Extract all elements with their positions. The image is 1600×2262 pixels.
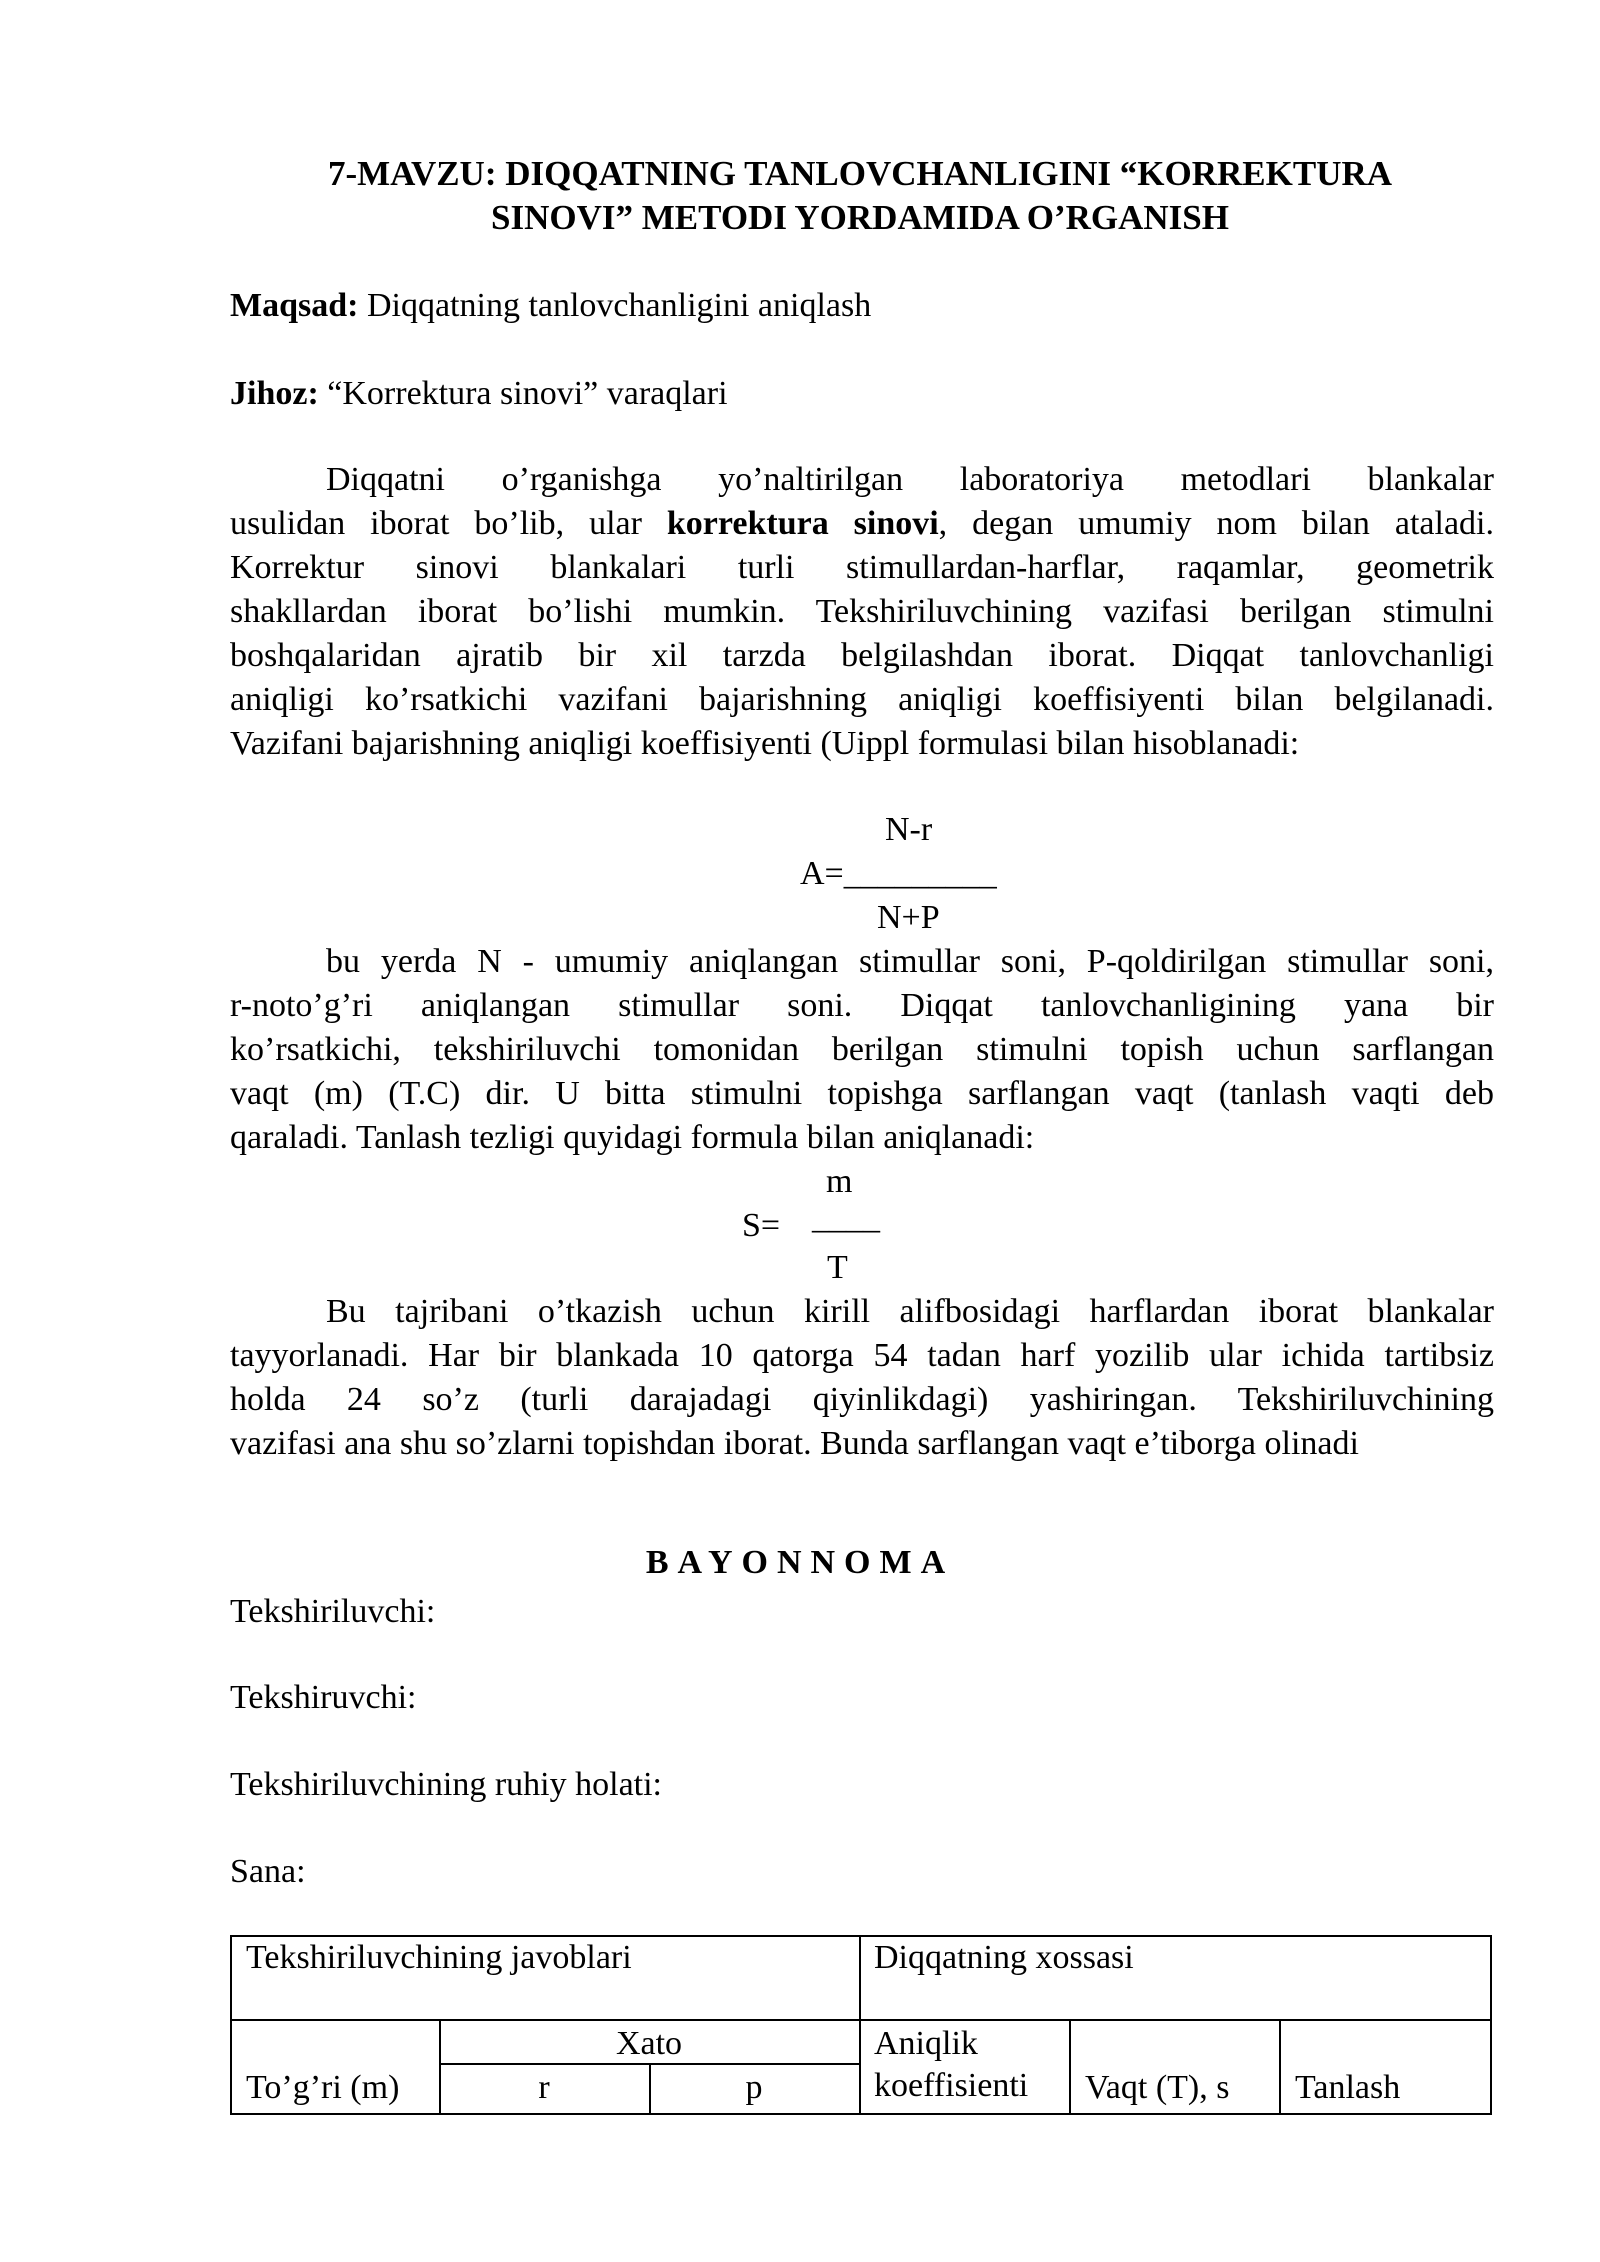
table-header-r: r bbox=[538, 2069, 550, 2106]
para1-line-2 bbox=[230, 502, 1494, 546]
para1-line-7: Vazifani bajarishning aniqligi koeffisiyenti (Uippl formulasi bilan hisoblanadi: bbox=[230, 725, 1300, 762]
table-header-xato: Xato bbox=[615, 2025, 683, 2062]
bayonnoma-heading: BAYONNOMA bbox=[645, 1544, 955, 1581]
para2-line-5: qaraladi. Tanlash tezligi quyidagi formula bilan aniqlanadi: bbox=[230, 1119, 1035, 1156]
table-aniqlik-divider bbox=[1069, 2019, 1071, 2115]
para1-line-2-a: usulidan iborat bo’lib, ular bbox=[230, 505, 667, 542]
formula-a-lhs: A=_________ bbox=[800, 855, 997, 892]
formula-s-lhs: S= bbox=[742, 1207, 781, 1244]
para3-line-3: holda 24 so’z (turli darajadagi qiyinlikdagi) yashiringan. Tekshiriluvchining bbox=[230, 1381, 1494, 1418]
formula-s-numerator: m bbox=[826, 1163, 853, 1200]
maqsad-text: Diqqatning tanlovchanligini aniqlash bbox=[358, 287, 872, 324]
formula-a-numerator: N-r bbox=[885, 811, 933, 848]
maqsad-line bbox=[230, 284, 1494, 328]
para2-line-2: r-noto’g’ri aniqlangan stimullar soni. Diqqat tanlovchanligining yana bir bbox=[230, 987, 1494, 1024]
field-ruhiy-holati: Tekshiriluvchining ruhiy holati: bbox=[230, 1766, 663, 1803]
para1-line-2-c: , degan umumiy nom bilan ataladi. bbox=[938, 505, 1494, 542]
para1-line-3: Korrektur sinovi blankalari turli stimullardan-harflar, raqamlar, geometrik bbox=[230, 549, 1494, 586]
para2-line-1: bu yerda N - umumiy aniqlangan stimullar soni, P-qoldirilgan stimullar soni, bbox=[326, 943, 1494, 980]
para3-line-2: tayyorlanadi. Har bir blankada 10 qatorga 54 tadan harf yozilib ular ichida tartibsiz bbox=[230, 1337, 1494, 1374]
formula-a-denominator: N+P bbox=[877, 899, 940, 936]
formula-s-denominator: T bbox=[827, 1249, 848, 1286]
document-title-line-1: 7-MAVZU: DIQQATNING TANLOVCHANLIGINI “KORREKTURA bbox=[327, 154, 1393, 193]
table-header-togri: To’g’ri (m) bbox=[246, 2069, 400, 2106]
table-header-javoblar: Tekshiriluvchining javoblari bbox=[246, 1939, 632, 1976]
para1-line-6: aniqligi ko’rsatkichi vazifani bajarishning aniqligi koeffisiyenti bilan belgilanadi. bbox=[230, 681, 1494, 718]
document-title-line-2: SINOVI” METODI YORDAMIDA O’RGANISH bbox=[491, 198, 1229, 237]
jihoz-text: “Korrektura sinovi” varaqlari bbox=[318, 375, 728, 412]
para2-line-3: ko’rsatkichi, tekshiriluvchi tomonidan berilgan stimulni topish uchun sarflangan bbox=[230, 1031, 1494, 1068]
para1-line-5: boshqalaridan ajratib bir xil tarzda belgilashdan iborat. Diqqat tanlovchanligi bbox=[230, 637, 1494, 674]
table-header-vaqt: Vaqt (T), s bbox=[1085, 2069, 1230, 2106]
para2-line-4: vaqt (m) (T.C) dir. U bitta stimulni topishga sarflangan vaqt (tanlash vaqti deb bbox=[230, 1075, 1494, 1112]
field-tekshiruvchi: Tekshiruvchi: bbox=[230, 1679, 417, 1716]
table-main-divider bbox=[859, 1935, 861, 2115]
formula-s-bar: ____ bbox=[812, 1199, 880, 1236]
table-header-koeffisienti: koeffisienti bbox=[874, 2067, 1029, 2104]
para3-line-4: vazifasi ana shu so’zlarni topishdan iborat. Bunda sarflangan vaqt e’tiborga olinadi bbox=[230, 1425, 1359, 1462]
table-header-aniqlik: Aniqlik bbox=[874, 2025, 978, 2062]
para1-line-4: shakllardan iborat bo’lishi mumkin. Tekshiriluvchining vazifasi berilgan stimulni bbox=[230, 593, 1494, 630]
field-sana: Sana: bbox=[230, 1853, 306, 1890]
table-header-tanlash: Tanlash bbox=[1295, 2069, 1401, 2106]
para1-bold-term: korrektura sinovi bbox=[666, 505, 939, 542]
table-header-p: p bbox=[745, 2069, 763, 2106]
maqsad-label: Maqsad: bbox=[230, 287, 359, 324]
para1-line-1: Diqqatni o’rganishga yo’naltirilgan laboratoriya metodlari blankalar bbox=[326, 461, 1494, 498]
table-vaqt-divider bbox=[1279, 2019, 1281, 2115]
jihoz-label: Jihoz: bbox=[230, 375, 319, 412]
field-tekshiriluvchi: Tekshiriluvchi: bbox=[230, 1593, 436, 1630]
table-header-xossasi: Diqqatning xossasi bbox=[874, 1939, 1134, 1976]
table-row-divider bbox=[230, 2019, 1492, 2021]
para3-line-1: Bu tajribani o’tkazish uchun kirill alifbosidagi harflardan iborat blankalar bbox=[326, 1293, 1494, 1330]
jihoz-line bbox=[230, 372, 1494, 416]
